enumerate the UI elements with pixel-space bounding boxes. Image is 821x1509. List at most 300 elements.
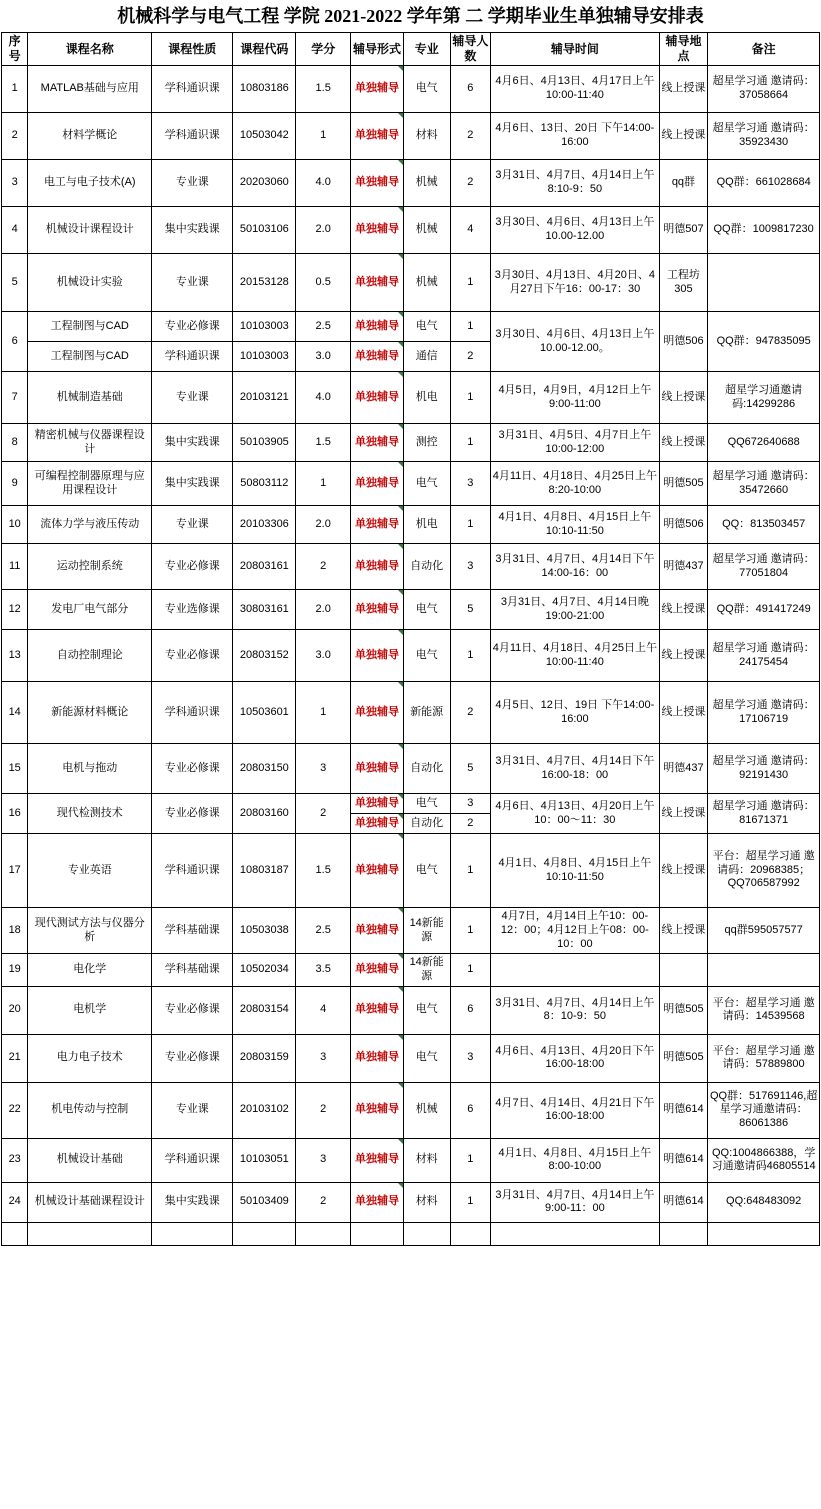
cell-student-count: 1 <box>450 1182 491 1222</box>
cell-remarks <box>708 954 820 987</box>
cell-course-code: 10803186 <box>233 66 296 113</box>
column-header-index: 序号 <box>2 33 28 66</box>
cell-course-property: 专业课 <box>152 254 233 312</box>
cell-student-count: 5 <box>450 744 491 794</box>
cell-student-count: 1 <box>450 954 491 987</box>
cell-remarks: QQ：813503457 <box>708 506 820 544</box>
cell-empty <box>233 1222 296 1245</box>
cell-major: 电气 <box>403 630 450 682</box>
cell-course-code: 20803152 <box>233 630 296 682</box>
table-row <box>2 682 820 744</box>
cell-tutoring-form: 单独辅导 <box>351 506 404 544</box>
table-row <box>2 590 820 630</box>
cell-index: 16 <box>2 794 28 834</box>
cell-course-property: 专业课 <box>152 160 233 207</box>
cell-course-code: 20103102 <box>233 1082 296 1138</box>
cell-tutoring-place: 线上授课 <box>659 113 708 160</box>
cell-empty <box>659 1222 708 1245</box>
cell-tutoring-time: 4月6日、13日、20日 下午14:00-16:00 <box>491 113 659 160</box>
column-header-course-property: 课程性质 <box>152 33 233 66</box>
cell-course-property: 专业必修课 <box>152 544 233 590</box>
cell-course-code: 10502034 <box>233 954 296 987</box>
cell-course-code: 20103121 <box>233 372 296 424</box>
cell-course-code: 10103003 <box>233 312 296 342</box>
cell-tutoring-time: 4月5日、12日、19日 下午14:00-16:00 <box>491 682 659 744</box>
cell-course-code: 20203060 <box>233 160 296 207</box>
cell-remarks: 超星学习通 邀请码：17106719 <box>708 682 820 744</box>
cell-student-count: 1 <box>450 834 491 908</box>
cell-credit: 3.0 <box>296 630 351 682</box>
table-row-empty <box>2 1222 820 1245</box>
cell-index: 4 <box>2 207 28 254</box>
cell-tutoring-form: 单独辅导 <box>351 908 404 954</box>
cell-tutoring-form: 单独辅导 <box>351 207 404 254</box>
cell-tutoring-time: 4月6日、4月13日、4月20日下午16:00-18:00 <box>491 1034 659 1082</box>
cell-tutoring-time: 3月30日、4月6日、4月13日上午10.00-12.00。 <box>491 312 659 372</box>
cell-course-code: 20153128 <box>233 254 296 312</box>
cell-tutoring-form: 单独辅导 <box>351 682 404 744</box>
cell-student-count: 1 <box>450 630 491 682</box>
cell-course-property: 专业课 <box>152 506 233 544</box>
cell-major: 机电 <box>403 372 450 424</box>
cell-major: 电气 <box>403 834 450 908</box>
table-row <box>2 954 820 987</box>
cell-course-code: 20803161 <box>233 544 296 590</box>
cell-major: 机械 <box>403 1082 450 1138</box>
cell-major: 电气 <box>403 986 450 1034</box>
cell-tutoring-time: 3月31日、4月7日、4月14日下午14:00-16：00 <box>491 544 659 590</box>
cell-major: 自动化 <box>403 544 450 590</box>
cell-tutoring-place: 明德437 <box>659 744 708 794</box>
cell-tutoring-place: 工程坊305 <box>659 254 708 312</box>
cell-credit: 3 <box>296 744 351 794</box>
cell-empty <box>28 1222 152 1245</box>
cell-course-code: 10803187 <box>233 834 296 908</box>
cell-course-code: 10103051 <box>233 1138 296 1182</box>
cell-tutoring-time <box>491 954 659 987</box>
cell-index: 15 <box>2 744 28 794</box>
cell-remarks: 超星学习通 邀请码：35472660 <box>708 462 820 506</box>
cell-major: 电气 <box>403 794 450 814</box>
cell-tutoring-form: 单独辅导 <box>351 1082 404 1138</box>
cell-tutoring-form: 单独辅导 <box>351 590 404 630</box>
cell-remarks: qq群595057577 <box>708 908 820 954</box>
cell-major: 通信 <box>403 342 450 372</box>
column-header-student-count: 辅导人数 <box>450 33 491 66</box>
cell-tutoring-time: 4月1日、4月8日、4月15日上午8:00-10:00 <box>491 1138 659 1182</box>
cell-major: 材料 <box>403 1182 450 1222</box>
cell-index: 10 <box>2 506 28 544</box>
table-row <box>2 986 820 1034</box>
cell-tutoring-form: 单独辅导 <box>351 986 404 1034</box>
cell-credit: 4.0 <box>296 160 351 207</box>
cell-remarks: QQ群：1009817230 <box>708 207 820 254</box>
cell-tutoring-time: 3月31日、4月7日、4月14日上午8:10-9：50 <box>491 160 659 207</box>
cell-tutoring-place: 明德437 <box>659 544 708 590</box>
cell-credit: 4 <box>296 986 351 1034</box>
cell-tutoring-time: 4月1日、4月8日、4月15日上午10:10-11:50 <box>491 506 659 544</box>
cell-credit: 4.0 <box>296 372 351 424</box>
cell-remarks: 超星学习通 邀请码：24175454 <box>708 630 820 682</box>
cell-tutoring-time: 4月11日、4月18日、4月25日上午10:00-11:40 <box>491 630 659 682</box>
cell-major: 自动化 <box>403 814 450 834</box>
cell-remarks: 超星学习通 邀请码：35923430 <box>708 113 820 160</box>
cell-credit: 2.5 <box>296 312 351 342</box>
cell-tutoring-time: 4月11日、4月18日、4月25日上午8:20-10:00 <box>491 462 659 506</box>
cell-course-property: 专业必修课 <box>152 794 233 834</box>
cell-course-property: 专业必修课 <box>152 630 233 682</box>
table-row <box>2 424 820 462</box>
table-row <box>2 462 820 506</box>
column-header-credit: 学分 <box>296 33 351 66</box>
cell-tutoring-form: 单独辅导 <box>351 372 404 424</box>
cell-credit: 2.0 <box>296 207 351 254</box>
cell-remarks: QQ:648483092 <box>708 1182 820 1222</box>
cell-remarks: QQ672640688 <box>708 424 820 462</box>
cell-tutoring-place: 明德505 <box>659 462 708 506</box>
cell-index: 18 <box>2 908 28 954</box>
cell-tutoring-form: 单独辅导 <box>351 1182 404 1222</box>
cell-tutoring-place: 明德614 <box>659 1082 708 1138</box>
cell-course-property: 学科基础课 <box>152 954 233 987</box>
cell-course-name: 发电厂电气部分 <box>28 590 152 630</box>
cell-course-name: 现代检测技术 <box>28 794 152 834</box>
cell-tutoring-time: 4月6日、4月13日、4月17日上午10:00-11:40 <box>491 66 659 113</box>
cell-tutoring-form: 单独辅导 <box>351 113 404 160</box>
table-row <box>2 630 820 682</box>
cell-tutoring-time: 4月7日，4月14日上午10：00-12：00；4月12日上午08：00-10：00 <box>491 908 659 954</box>
cell-tutoring-place: 线上授课 <box>659 834 708 908</box>
cell-credit: 1.5 <box>296 834 351 908</box>
cell-remarks: 平台：超星学习通 邀请码：20968385；QQ706587992 <box>708 834 820 908</box>
cell-tutoring-form: 单独辅导 <box>351 1034 404 1082</box>
table-row <box>2 207 820 254</box>
cell-course-name: 机械设计基础 <box>28 1138 152 1182</box>
column-header-remarks: 备注 <box>708 33 820 66</box>
cell-index: 13 <box>2 630 28 682</box>
cell-course-property: 专业课 <box>152 372 233 424</box>
cell-course-name: 电工与电子技术(A) <box>28 160 152 207</box>
cell-index: 7 <box>2 372 28 424</box>
cell-tutoring-time: 4月1日、4月8日、4月15日上午10:10-11:50 <box>491 834 659 908</box>
cell-empty <box>296 1222 351 1245</box>
cell-remarks: 超星学习通邀请码:14299286 <box>708 372 820 424</box>
cell-empty <box>450 1222 491 1245</box>
cell-student-count: 1 <box>450 254 491 312</box>
cell-tutoring-time: 4月5日，4月9日，4月12日上午9:00-11:00 <box>491 372 659 424</box>
cell-course-name: 材料学概论 <box>28 113 152 160</box>
table-header-row <box>2 33 820 66</box>
table-row <box>2 794 820 814</box>
cell-course-name: 电机与拖动 <box>28 744 152 794</box>
cell-student-count: 1 <box>450 506 491 544</box>
table-row <box>2 1082 820 1138</box>
cell-major: 电气 <box>403 590 450 630</box>
cell-course-code: 50103106 <box>233 207 296 254</box>
cell-tutoring-place: 明德506 <box>659 506 708 544</box>
cell-course-property: 学科通识课 <box>152 66 233 113</box>
cell-course-code: 20803154 <box>233 986 296 1034</box>
cell-credit: 2.0 <box>296 590 351 630</box>
cell-empty <box>491 1222 659 1245</box>
table-row <box>2 312 820 342</box>
table-row <box>2 544 820 590</box>
cell-major: 电气 <box>403 1034 450 1082</box>
cell-course-property: 集中实践课 <box>152 462 233 506</box>
cell-course-code: 10503038 <box>233 908 296 954</box>
cell-tutoring-form: 单独辅导 <box>351 834 404 908</box>
cell-credit: 3.0 <box>296 342 351 372</box>
cell-remarks: QQ群：491417249 <box>708 590 820 630</box>
cell-tutoring-place: 明德614 <box>659 1182 708 1222</box>
cell-student-count: 3 <box>450 544 491 590</box>
cell-student-count: 2 <box>450 342 491 372</box>
cell-remarks: 超星学习通 邀请码：37058664 <box>708 66 820 113</box>
table-row <box>2 254 820 312</box>
cell-empty <box>2 1222 28 1245</box>
cell-student-count: 3 <box>450 462 491 506</box>
cell-course-property: 专业必修课 <box>152 312 233 342</box>
cell-credit: 1.5 <box>296 424 351 462</box>
cell-course-name: 工程制图与CAD <box>28 312 152 342</box>
cell-tutoring-form: 单独辅导 <box>351 160 404 207</box>
cell-course-name: 运动控制系统 <box>28 544 152 590</box>
cell-course-name: 新能源材料概论 <box>28 682 152 744</box>
table-row <box>2 506 820 544</box>
cell-tutoring-place: 明德614 <box>659 1138 708 1182</box>
cell-tutoring-time: 3月31日、4月7日、4月14日上午9:00-11：00 <box>491 1182 659 1222</box>
cell-tutoring-place: 线上授课 <box>659 424 708 462</box>
cell-credit: 2 <box>296 1182 351 1222</box>
cell-tutoring-form: 单独辅导 <box>351 544 404 590</box>
cell-tutoring-place: 明德505 <box>659 1034 708 1082</box>
cell-tutoring-place: qq群 <box>659 160 708 207</box>
cell-course-code: 20103306 <box>233 506 296 544</box>
cell-tutoring-time: 3月30日、4月13日、4月20日、4月27日下午16：00-17：30 <box>491 254 659 312</box>
cell-course-code: 20803150 <box>233 744 296 794</box>
table-row <box>2 1182 820 1222</box>
column-header-major: 专业 <box>403 33 450 66</box>
cell-student-count: 2 <box>450 113 491 160</box>
cell-course-property: 学科通识课 <box>152 113 233 160</box>
cell-major: 14新能源 <box>403 954 450 987</box>
cell-index: 23 <box>2 1138 28 1182</box>
cell-empty <box>708 1222 820 1245</box>
cell-index: 17 <box>2 834 28 908</box>
cell-tutoring-form: 单独辅导 <box>351 1138 404 1182</box>
cell-tutoring-form: 单独辅导 <box>351 342 404 372</box>
cell-empty <box>403 1222 450 1245</box>
cell-student-count: 3 <box>450 1034 491 1082</box>
cell-major: 新能源 <box>403 682 450 744</box>
cell-student-count: 1 <box>450 312 491 342</box>
column-header-tutoring-form: 辅导形式 <box>351 33 404 66</box>
cell-student-count: 2 <box>450 814 491 834</box>
cell-course-name: 电化学 <box>28 954 152 987</box>
cell-tutoring-form: 单独辅导 <box>351 462 404 506</box>
cell-course-name: 机械制造基础 <box>28 372 152 424</box>
table-row <box>2 160 820 207</box>
cell-index: 24 <box>2 1182 28 1222</box>
cell-tutoring-place: 线上授课 <box>659 794 708 834</box>
cell-major: 电气 <box>403 312 450 342</box>
table-row <box>2 113 820 160</box>
cell-major: 机械 <box>403 254 450 312</box>
cell-student-count: 5 <box>450 590 491 630</box>
cell-index: 5 <box>2 254 28 312</box>
cell-course-name: 机械设计实验 <box>28 254 152 312</box>
cell-index: 22 <box>2 1082 28 1138</box>
page-title: 机械科学与电气工程 学院 2021-2022 学年第 二 学期毕业生单独辅导安排表 <box>117 6 704 26</box>
table-row <box>2 1138 820 1182</box>
cell-credit: 2 <box>296 1082 351 1138</box>
table-row <box>2 66 820 113</box>
cell-tutoring-time: 3月31日、4月7日、4月14日上午8：10-9：50 <box>491 986 659 1034</box>
cell-course-property: 专业必修课 <box>152 986 233 1034</box>
cell-remarks: 平台：超星学习通 邀请码：57889800 <box>708 1034 820 1082</box>
cell-major: 测控 <box>403 424 450 462</box>
cell-index: 19 <box>2 954 28 987</box>
cell-credit: 2.5 <box>296 908 351 954</box>
cell-tutoring-time: 4月6日、4月13日、4月20日上午10：00～11：30 <box>491 794 659 834</box>
cell-student-count: 6 <box>450 986 491 1034</box>
cell-major: 机械 <box>403 207 450 254</box>
cell-tutoring-place: 明德505 <box>659 986 708 1034</box>
cell-major: 材料 <box>403 1138 450 1182</box>
cell-credit: 1 <box>296 462 351 506</box>
cell-course-property: 专业必修课 <box>152 744 233 794</box>
column-header-tutoring-time: 辅导时间 <box>491 33 659 66</box>
cell-course-name: 电机学 <box>28 986 152 1034</box>
cell-course-name: 专业英语 <box>28 834 152 908</box>
cell-remarks: QQ:1004866388，学习通邀请码46805514 <box>708 1138 820 1182</box>
cell-remarks: QQ群：947835095 <box>708 312 820 372</box>
table-row <box>2 834 820 908</box>
cell-course-code: 50103409 <box>233 1182 296 1222</box>
cell-credit: 1 <box>296 682 351 744</box>
cell-index: 2 <box>2 113 28 160</box>
cell-course-property: 集中实践课 <box>152 1182 233 1222</box>
cell-course-code: 50803112 <box>233 462 296 506</box>
cell-student-count: 2 <box>450 682 491 744</box>
cell-tutoring-form: 单独辅导 <box>351 254 404 312</box>
cell-course-name: 精密机械与仪器课程设计 <box>28 424 152 462</box>
cell-course-name: 自动控制理论 <box>28 630 152 682</box>
cell-student-count: 4 <box>450 207 491 254</box>
cell-course-name: MATLAB基础与应用 <box>28 66 152 113</box>
cell-course-property: 学科通识课 <box>152 342 233 372</box>
cell-credit: 2.0 <box>296 506 351 544</box>
table-row <box>2 908 820 954</box>
cell-tutoring-place: 线上授课 <box>659 590 708 630</box>
cell-course-name: 可编程控制器原理与应用课程设计 <box>28 462 152 506</box>
cell-course-code: 30803161 <box>233 590 296 630</box>
cell-tutoring-time: 3月30日、4月6日、4月13日上午10.00-12.00 <box>491 207 659 254</box>
cell-student-count: 6 <box>450 66 491 113</box>
cell-course-code: 20803160 <box>233 794 296 834</box>
cell-student-count: 3 <box>450 794 491 814</box>
cell-tutoring-place: 明德507 <box>659 207 708 254</box>
cell-course-code: 10503601 <box>233 682 296 744</box>
cell-tutoring-form: 单独辅导 <box>351 954 404 987</box>
cell-tutoring-form: 单独辅导 <box>351 312 404 342</box>
cell-course-code: 20803159 <box>233 1034 296 1082</box>
table-row <box>2 744 820 794</box>
cell-tutoring-place <box>659 954 708 987</box>
cell-tutoring-form: 单独辅导 <box>351 794 404 814</box>
cell-tutoring-form: 单独辅导 <box>351 66 404 113</box>
cell-index: 6 <box>2 312 28 372</box>
cell-credit: 3 <box>296 1138 351 1182</box>
cell-student-count: 2 <box>450 160 491 207</box>
cell-course-property: 集中实践课 <box>152 207 233 254</box>
cell-student-count: 1 <box>450 372 491 424</box>
cell-major: 自动化 <box>403 744 450 794</box>
cell-remarks: 平台：超星学习通 邀请码：14539568 <box>708 986 820 1034</box>
cell-tutoring-form: 单独辅导 <box>351 814 404 834</box>
cell-credit: 1 <box>296 113 351 160</box>
cell-student-count: 6 <box>450 1082 491 1138</box>
cell-tutoring-form: 单独辅导 <box>351 744 404 794</box>
cell-course-name: 电力电子技术 <box>28 1034 152 1082</box>
tutoring-schedule-table <box>1 32 820 1246</box>
cell-index: 1 <box>2 66 28 113</box>
cell-course-name: 现代测试方法与仪器分析 <box>28 908 152 954</box>
cell-course-property: 学科通识课 <box>152 834 233 908</box>
cell-course-code: 10503042 <box>233 113 296 160</box>
cell-index: 14 <box>2 682 28 744</box>
cell-course-property: 专业选修课 <box>152 590 233 630</box>
cell-student-count: 1 <box>450 424 491 462</box>
cell-major: 机械 <box>403 160 450 207</box>
cell-index: 12 <box>2 590 28 630</box>
cell-tutoring-time: 3月31日、4月7日、4月14日晚19:00-21:00 <box>491 590 659 630</box>
cell-course-name: 流体力学与液压传动 <box>28 506 152 544</box>
cell-course-name: 工程制图与CAD <box>28 342 152 372</box>
cell-remarks: 超星学习通 邀请码：77051804 <box>708 544 820 590</box>
cell-major: 14新能源 <box>403 908 450 954</box>
column-header-course-code: 课程代码 <box>233 33 296 66</box>
cell-course-code: 50103905 <box>233 424 296 462</box>
cell-course-name: 机械设计课程设计 <box>28 207 152 254</box>
cell-tutoring-place: 线上授课 <box>659 66 708 113</box>
cell-index: 3 <box>2 160 28 207</box>
cell-tutoring-place: 线上授课 <box>659 372 708 424</box>
cell-course-property: 学科通识课 <box>152 1138 233 1182</box>
cell-index: 9 <box>2 462 28 506</box>
cell-tutoring-form: 单独辅导 <box>351 424 404 462</box>
cell-course-name: 机械设计基础课程设计 <box>28 1182 152 1222</box>
cell-major: 机电 <box>403 506 450 544</box>
cell-tutoring-form: 单独辅导 <box>351 630 404 682</box>
cell-tutoring-place: 线上授课 <box>659 682 708 744</box>
cell-course-property: 学科通识课 <box>152 682 233 744</box>
cell-student-count: 1 <box>450 908 491 954</box>
cell-credit: 2 <box>296 544 351 590</box>
cell-course-property: 专业必修课 <box>152 1034 233 1082</box>
cell-credit: 3.5 <box>296 954 351 987</box>
cell-course-code: 10103003 <box>233 342 296 372</box>
cell-course-name: 机电传动与控制 <box>28 1082 152 1138</box>
cell-remarks <box>708 254 820 312</box>
cell-index: 21 <box>2 1034 28 1082</box>
cell-empty <box>152 1222 233 1245</box>
cell-tutoring-place: 明德506 <box>659 312 708 372</box>
cell-index: 20 <box>2 986 28 1034</box>
cell-tutoring-time: 3月31日、4月7日、4月14日下午16:00-18：00 <box>491 744 659 794</box>
cell-remarks: QQ群：517691146,超星学习通邀请码：86061386 <box>708 1082 820 1138</box>
cell-course-property: 集中实践课 <box>152 424 233 462</box>
